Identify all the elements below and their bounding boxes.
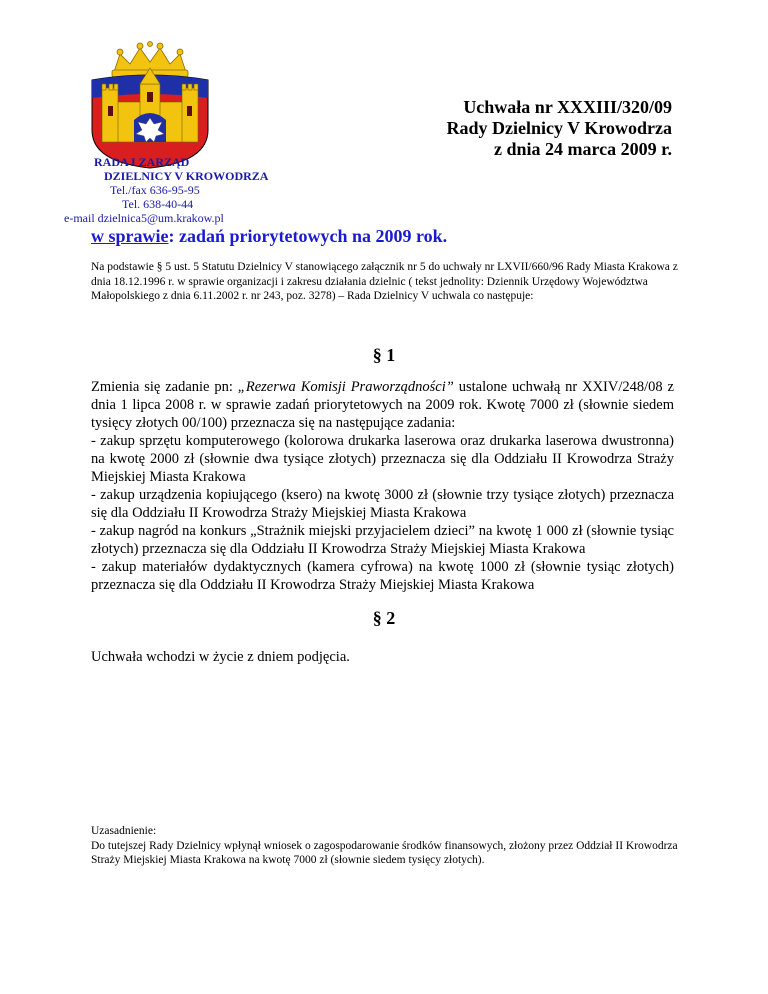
issuer-block bbox=[64, 155, 268, 225]
list-item: - zakup sprzętu komputerowego (kolorowa drukarka laserowa oraz drukarka laserowa dwustronna) na kwotę 2000 zł (słownie dwa tysiące złotych) przeznacza się dla Oddziału II Krowodrza Straży Miejskiej Miasta Krakowa bbox=[91, 433, 674, 485]
intro-text: Zmienia się zadanie pn: bbox=[91, 379, 238, 395]
resolution-title bbox=[447, 97, 673, 160]
issuer-phone-fax: Tel./fax 636-95-95 bbox=[110, 183, 200, 197]
resolution-council: Rady Dzielnicy V Krowodrza bbox=[446, 118, 672, 138]
section-1-body bbox=[91, 378, 674, 594]
resolution-date: z dnia 24 marca 2009 r. bbox=[494, 139, 672, 159]
subject-text: : zadań priorytetowych na 2009 rok. bbox=[168, 226, 448, 246]
issuer-line-2: DZIELNICY V KROWODRZA bbox=[104, 169, 269, 183]
section-2-mark: § 2 bbox=[372, 608, 396, 628]
section-1-mark: § 1 bbox=[372, 345, 396, 365]
list-item: - zakup materiałów dydaktycznych (kamera cyfrowa) na kwotę 1000 zł (słownie tysiąc złotych) przeznacza się dla Oddziału II Krowodrza Straży Miejskiej Miasta Krakowa bbox=[91, 559, 674, 593]
justification-text: Do tutejszej Rady Dzielnicy wpłynął wniosek o zagospodarowanie środków finansowych, złożony przez Oddział II Krowodrza Straży Miejskiej Miasta Krakowa na kwotę 7000 zł (słownie siedem tysięcy złotych). bbox=[91, 839, 678, 866]
justification-heading: Uzasadnienie: bbox=[91, 825, 157, 837]
list-item: - zakup urządzenia kopiującego (ksero) na kwotę 3000 zł (słownie trzy tysiące złotych) przeznacza się dla Oddziału II Krowodrza Straży Miejskiej Miasta Krakowa bbox=[91, 487, 674, 521]
section-2-body: Uchwała wchodzi w życie z dniem podjęcia. bbox=[91, 649, 350, 665]
section-1-intro bbox=[91, 378, 674, 432]
justification-block bbox=[91, 824, 691, 868]
subject-heading bbox=[91, 225, 447, 247]
legal-basis-paragraph: Na podstawie § 5 ust. 5 Statutu Dzielnicy V stanowiącego załącznik nr 5 do uchwały nr LXVII/660/96 Rady Miasta Krakowa z dnia 18.12.1996 r. w sprawie organizacji i zakresu działania dzielnic ( tekst jednolity: Dziennik Urzędowy Województwa Małopolskiego z dnia 6.11.2002 r. nr 243, poz. 3278) – Rada Dzielnicy V uchwala co następuje: bbox=[91, 261, 678, 302]
issuer-line-1: RADA I ZARZĄD bbox=[94, 155, 190, 169]
issuer-email: e-mail dzielnica5@um.krakow.pl bbox=[64, 211, 224, 225]
issuer-phone: Tel. 638-40-44 bbox=[122, 197, 194, 211]
subject-prefix: w sprawie bbox=[91, 226, 169, 246]
list-item: - zakup nagród na konkurs „Strażnik miejski przyjacielem dzieci” na kwotę 1 000 zł (słownie tysiąc złotych) przeznacza się dla Oddziału II Krowodrza Straży Miejskiej Miasta Krakowa bbox=[91, 523, 674, 557]
krakow-coat-of-arms-icon bbox=[84, 40, 216, 170]
intro-text-rest: ustalone uchwałą nr XXIV/248/08 z dnia 1 lipca 2008 r. w sprawie zadań priorytetowych na 2009 rok. Kwotę 7000 zł (słownie siedem tysięcy złotych 00/100) przeznacza się na następujące zadania: bbox=[91, 379, 674, 431]
resolution-number: Uchwała nr XXXIII/320/09 bbox=[463, 97, 672, 117]
task-name: „Rezerwa Komisji Praworządności” bbox=[237, 379, 454, 395]
